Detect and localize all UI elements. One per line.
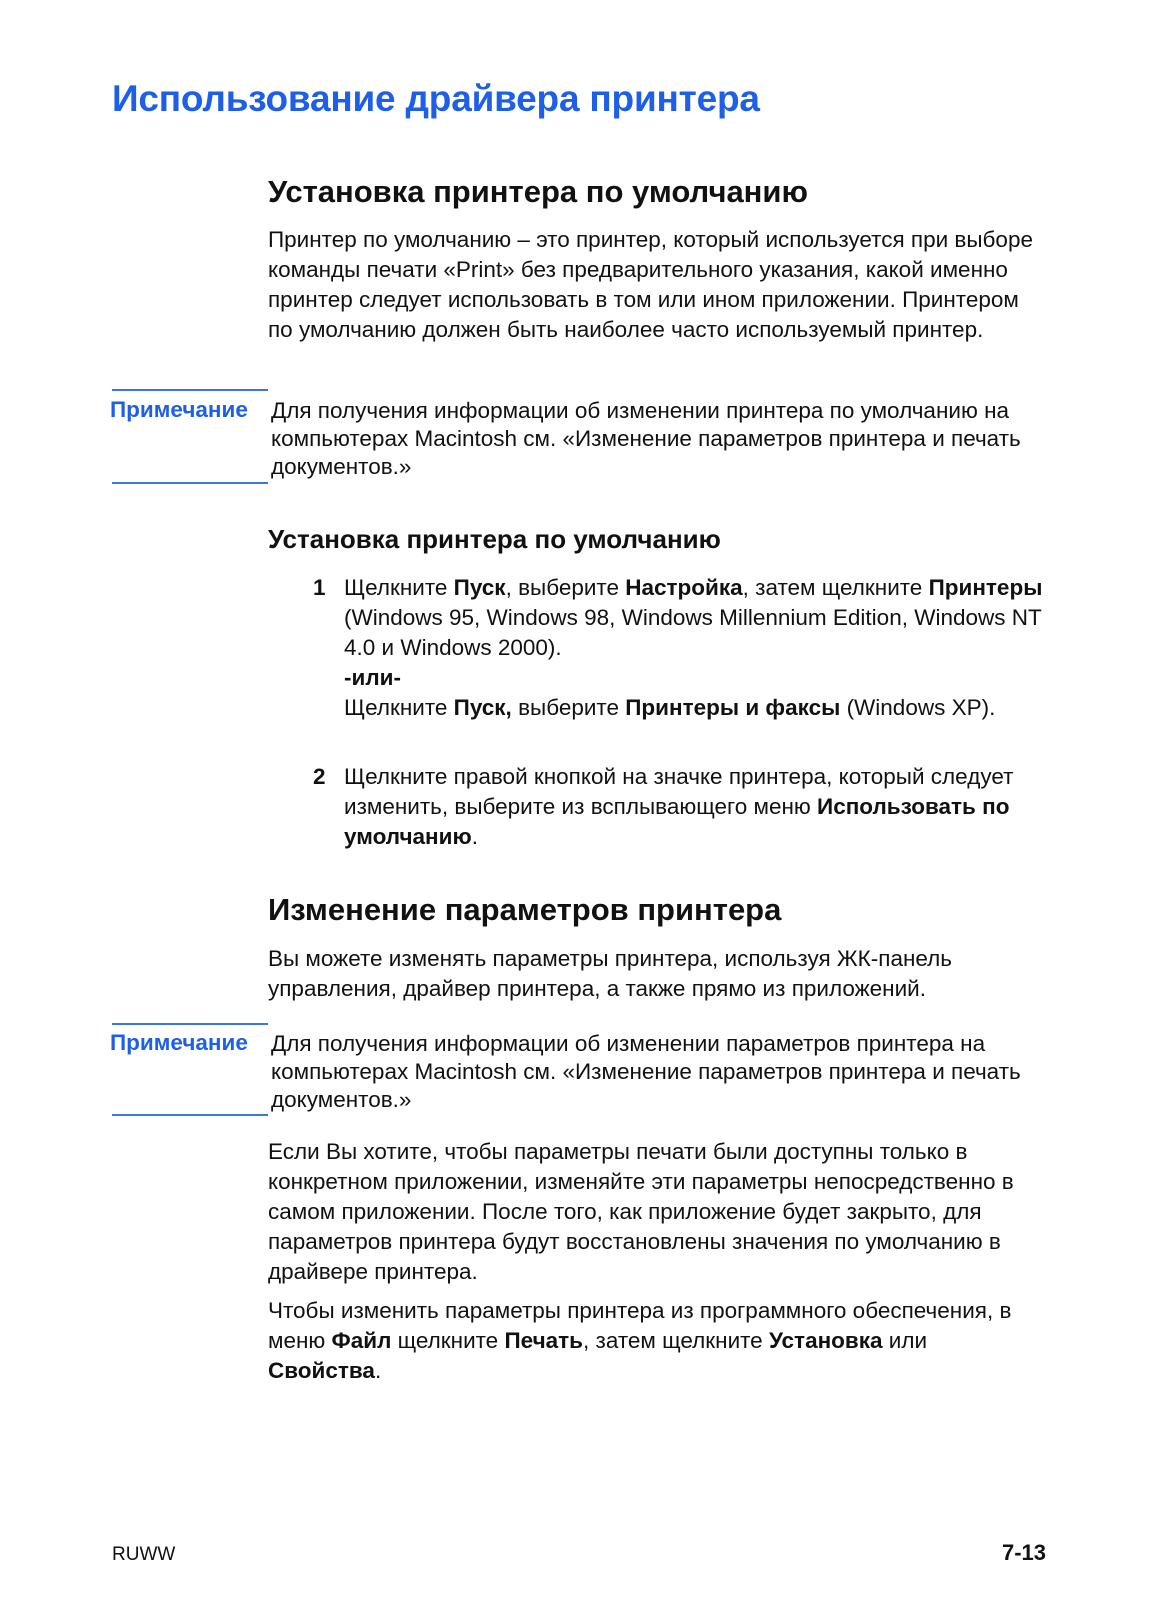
- step-2-text-part: Щелкните правой кнопкой на значке принтера, который следует изменить, выберите из всплывающего меню: [344, 764, 1014, 819]
- menu-print: Печать: [504, 1328, 584, 1353]
- page-number: 7-13: [1001, 1540, 1046, 1565]
- paragraph-text-part: щелкните: [391, 1328, 505, 1353]
- note-label: Примечание: [110, 397, 248, 422]
- step-1-text-part: (Windows XP).: [840, 695, 996, 720]
- note-bottom-rule: [112, 482, 268, 484]
- section1-intro-paragraph: Принтер по умолчанию – это принтер, который используется при выборе команды печати «Print» без предварительного указания, какой именно принтер следует использовать в том или ином приложении. Принтером по умолчанию должен быть наиболее часто используемый принтер.: [268, 227, 1033, 342]
- footer-doc-code: RUWW: [112, 1544, 176, 1565]
- section2-paragraph-app-settings: Если Вы хотите, чтобы параметры печати были доступны только в конкретном приложении, изменяйте эти параметры непосредственно в самом приложении. После того, как приложение будет закрыто, для параметров принтера будут восстановлены значения по умолчанию в драйвере принтера.: [268, 1139, 1014, 1284]
- or-separator: -или-: [344, 665, 401, 690]
- menu-start: Пуск,: [453, 695, 512, 720]
- step-number: 2: [313, 764, 326, 789]
- step-1-text-part: , затем щелкните: [742, 575, 929, 600]
- menu-setup: Установка: [768, 1328, 883, 1353]
- section-heading-default-printer: Установка принтера по умолчанию: [268, 174, 808, 209]
- menu-printers-and-faxes: Принтеры и факсы: [625, 695, 841, 720]
- step-1-text-part: Щелкните: [344, 695, 454, 720]
- step-1-text-part: выберите: [511, 695, 626, 720]
- note-label: Примечание: [110, 1030, 248, 1055]
- step-1-text-part: , выберите: [505, 575, 626, 600]
- menu-start: Пуск: [453, 575, 506, 600]
- page-title: Использование драйвера принтера: [112, 78, 760, 119]
- menu-set-as-default: Использовать по умолчанию: [344, 794, 1010, 849]
- menu-printers: Принтеры: [928, 575, 1043, 600]
- note-text: Для получения информации об изменении принтера по умолчанию на компьютерах Macintosh см. «Изменение параметров принтера и печать документов.»: [271, 398, 1021, 479]
- step-1-text: [344, 573, 1044, 723]
- paragraph-text-part: или: [882, 1328, 928, 1353]
- paragraph-text-part: , затем щелкните: [583, 1328, 769, 1353]
- step-1-text-part: Щелкните: [344, 575, 454, 600]
- menu-settings: Настройка: [625, 575, 743, 600]
- section-heading-printer-settings: Изменение параметров принтера: [268, 892, 782, 927]
- section2-intro-paragraph: Вы можете изменять параметры принтера, используя ЖК-панель управления, драйвер принтера, а также прямо из приложений.: [268, 946, 953, 1001]
- note-top-rule: [112, 389, 268, 391]
- subsection-heading-default-printer: Установка принтера по умолчанию: [268, 524, 721, 554]
- menu-file: Файл: [331, 1328, 392, 1353]
- note-text: Для получения информации об изменении параметров принтера на компьютерах Macintosh см. «Изменение параметров принтера и печать документов.»: [271, 1031, 1021, 1112]
- step-2-text: [344, 762, 1044, 852]
- paragraph-text-part: .: [374, 1358, 382, 1383]
- paragraph-text-part: Чтобы изменить параметры принтера из программного обеспечения, в меню: [268, 1298, 1012, 1353]
- step-2-text-part: .: [471, 824, 478, 849]
- note-top-rule: [112, 1023, 268, 1025]
- step-number: 1: [313, 575, 326, 600]
- menu-properties: Свойства: [268, 1358, 375, 1383]
- section2-paragraph-change-settings: [268, 1296, 1038, 1386]
- step-1-text-part: (Windows 95, Windows 98, Windows Millennium Edition, Windows NT 4.0 и Windows 2000).: [344, 605, 1042, 660]
- note-bottom-rule: [112, 1114, 268, 1116]
